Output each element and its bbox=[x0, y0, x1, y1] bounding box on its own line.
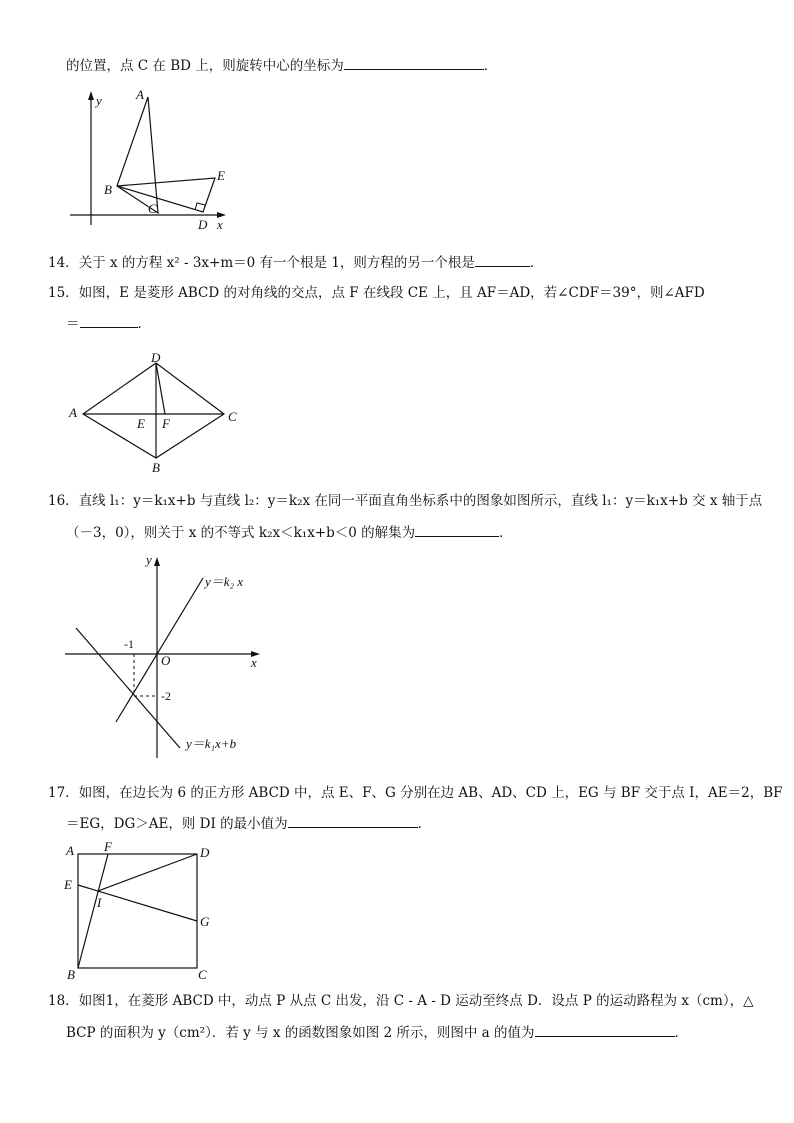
q17-figure bbox=[60, 838, 230, 988]
q15-segment-df bbox=[156, 363, 165, 414]
q17-text: 如图，在边长为 6 的正方形 ABCD 中，点 E、F、G 分别在边 AB、AD、CD 上，EG 与 BF 交于点 I，AE＝2，BF bbox=[78, 785, 783, 801]
q16-label-o: O bbox=[161, 653, 171, 668]
q16-label-y: y bbox=[146, 552, 152, 567]
q15-figure bbox=[66, 348, 256, 478]
q17-segment-eg bbox=[78, 885, 197, 921]
q18-number: 18． bbox=[48, 993, 79, 1009]
q18-text: 如图1，在菱形 ABCD 中，动点 P 从点 C 出发，沿 C - A - D 运动至终点 D．设点 P 的运动路程为 x（cm），△ bbox=[78, 993, 754, 1009]
q14-answer-blank[interactable] bbox=[475, 254, 530, 267]
q15-text: 如图，E 是菱形 ABCD 的对角线的交点，点 F 在线段 CE 上，且 AF＝AD，若∠CDF＝39°，则∠AFD bbox=[78, 285, 705, 301]
q13-tail-line bbox=[66, 57, 497, 75]
q13-label-d: D bbox=[198, 217, 208, 232]
q17-label-f: F bbox=[104, 839, 112, 854]
q15-label-d: D bbox=[151, 350, 161, 365]
q17-square bbox=[78, 854, 197, 968]
q17-cont: ＝EG，DG＞AE，则 DI 的最小值为 bbox=[66, 816, 288, 832]
q14-text: 关于 x 的方程 x² - 3x+m＝0 有一个根是 1，则方程的另一个根是 bbox=[78, 255, 475, 271]
q15-label-c: C bbox=[228, 409, 237, 424]
q13-answer-blank[interactable] bbox=[344, 57, 484, 70]
q14-line bbox=[48, 254, 543, 272]
q16-line-1 bbox=[48, 492, 762, 510]
q15-answer-blank[interactable] bbox=[80, 315, 138, 328]
q18-answer-blank[interactable] bbox=[535, 1024, 675, 1037]
period: ． bbox=[499, 525, 513, 541]
q17-segment-di bbox=[98, 854, 197, 891]
q13-label-a: A bbox=[136, 87, 144, 102]
q17-label-b: B bbox=[67, 967, 75, 982]
q16-line-2 bbox=[66, 524, 513, 542]
q17-label-d: D bbox=[200, 845, 210, 860]
q13-label-c: C bbox=[148, 201, 157, 216]
q17-label-e: E bbox=[64, 877, 72, 892]
q13-label-e: E bbox=[217, 168, 225, 183]
q15-rhombus bbox=[83, 363, 224, 458]
q15-label-a: A bbox=[69, 405, 77, 420]
q17-line-2 bbox=[66, 815, 431, 833]
q13-y-arrow bbox=[88, 91, 94, 100]
q16-text: 直线 l₁：y＝k₁x+b 与直线 l₂：y＝k₂x 在同一平面直角坐标系中的图象如图所示，直线 l₁：y＝k₁x+b 交 x 轴于点 bbox=[78, 493, 763, 509]
period: ． bbox=[674, 1025, 689, 1041]
q13-label-b: B bbox=[104, 182, 112, 197]
q15-number: 15． bbox=[48, 285, 79, 301]
q16-cont: （－3，0），则关于 x 的不等式 k₂x＜k₁x+b＜0 的解集为 bbox=[66, 525, 416, 541]
q16-label-l1: y＝k₁x+b bbox=[186, 736, 237, 751]
q15-label-b: B bbox=[152, 460, 160, 475]
q15-cont: ＝ bbox=[66, 316, 80, 332]
q17-label-a: A bbox=[66, 843, 74, 858]
q17-line-1 bbox=[48, 784, 783, 802]
q15-line-1 bbox=[48, 284, 705, 302]
q15-label-f: F bbox=[162, 416, 170, 431]
q16-label-x: x bbox=[251, 655, 257, 670]
q16-label-l2: y＝k₂ x bbox=[205, 574, 244, 589]
q17-number: 17． bbox=[48, 785, 79, 801]
q16-figure bbox=[60, 550, 270, 780]
q16-y-arrow bbox=[154, 557, 160, 566]
q18-line-2 bbox=[66, 1024, 688, 1042]
q16-label-minus2: -2 bbox=[161, 689, 171, 703]
q15-label-e: E bbox=[137, 416, 145, 431]
q17-label-c: C bbox=[198, 967, 207, 982]
period: ． bbox=[137, 316, 151, 332]
q13-tail-text: 的位置，点 C 在 BD 上，则旋转中心的坐标为 bbox=[66, 58, 344, 74]
q18-cont: BCP 的面积为 y（cm²）．若 y 与 x 的函数图象如图 2 所示，则图中 a 的值为 bbox=[66, 1025, 535, 1041]
q17-label-g: G bbox=[200, 914, 210, 929]
period: ． bbox=[417, 816, 432, 832]
q14-number: 14． bbox=[48, 255, 79, 271]
period: ． bbox=[529, 255, 544, 271]
q15-line-2 bbox=[66, 315, 151, 333]
q17-answer-blank[interactable] bbox=[288, 815, 418, 828]
q13-label-x: x bbox=[217, 217, 223, 232]
q13-triangle-abc bbox=[117, 97, 158, 213]
q16-answer-blank[interactable] bbox=[415, 524, 499, 537]
q13-label-y: y bbox=[96, 93, 102, 108]
q17-label-i: I bbox=[97, 895, 102, 910]
q18-line-1 bbox=[48, 992, 753, 1010]
q13-figure bbox=[60, 85, 240, 235]
period: ． bbox=[483, 58, 498, 74]
q17-segment-bf bbox=[78, 854, 108, 968]
q16-label-minus1: -1 bbox=[124, 637, 134, 651]
q16-number: 16． bbox=[48, 493, 79, 509]
